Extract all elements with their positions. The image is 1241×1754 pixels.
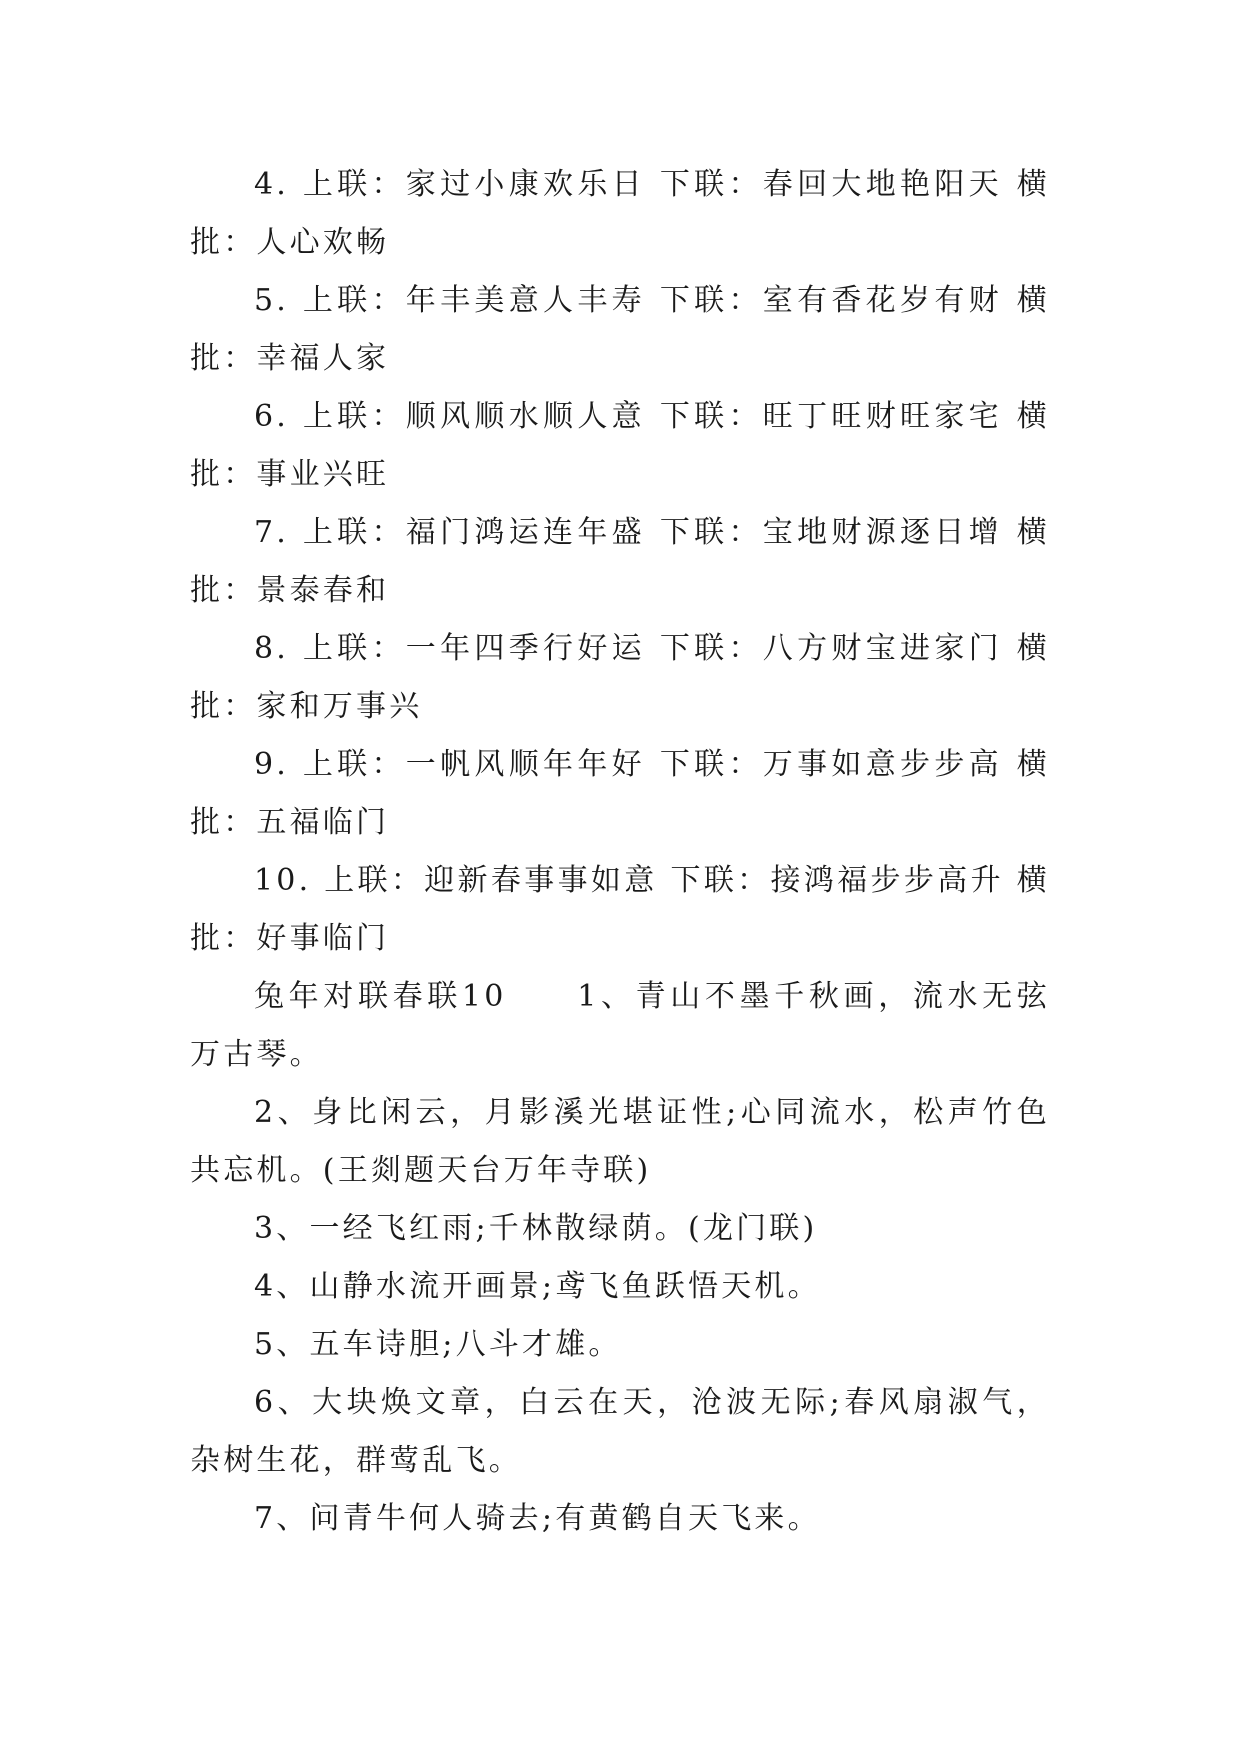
paragraph-item-5: 5、五车诗胆;八斗才雄。 [254, 1327, 622, 1362]
paragraph-item-2: 2、身比闲云，月影溪光堪证性;心同流水，松声竹色共忘机。(王剡题天台万年寺联) [190, 1095, 1050, 1188]
paragraph-item-6: 6、大块焕文章，白云在天，沧波无际;春风扇淑气，杂树生花，群莺乱飞。 [190, 1385, 1050, 1478]
paragraph-couplet-10: 10. 上联：迎新春事事如意 下联：接鸿福步步高升 横批：好事临门 [190, 863, 1050, 956]
paragraph-couplet-8: 8. 上联：一年四季行好运 下联：八方财宝进家门 横批：家和万事兴 [190, 631, 1050, 724]
paragraph-couplet-5: 5. 上联：年丰美意人丰寿 下联：室有香花岁有财 横批：幸福人家 [190, 283, 1050, 376]
paragraph-item-3: 3、一经飞红雨;千林散绿荫。(龙门联) [254, 1211, 818, 1246]
document-body [190, 156, 1050, 1548]
paragraph-couplet-6: 6. 上联：顺风顺水顺人意 下联：旺丁旺财旺家宅 横批：事业兴旺 [190, 399, 1050, 492]
paragraph-couplet-9: 9. 上联：一帆风顺年年好 下联：万事如意步步高 横批：五福临门 [190, 747, 1050, 840]
paragraph-item-7: 7、问青牛何人骑去;有黄鹤自天飞来。 [254, 1501, 821, 1536]
paragraph-couplet-4: 4. 上联：家过小康欢乐日 下联：春回大地艳阳天 横批：人心欢畅 [190, 167, 1050, 260]
paragraph-couplet-7: 7. 上联：福门鸿运连年盛 下联：宝地财源逐日增 横批：景泰春和 [190, 515, 1050, 608]
paragraph-item-4: 4、山静水流开画景;鸢飞鱼跃悟天机。 [254, 1269, 821, 1304]
paragraph-section-heading: 兔年对联春联10 1、青山不墨千秋画，流水无弦万古琴。 [190, 979, 1050, 1072]
